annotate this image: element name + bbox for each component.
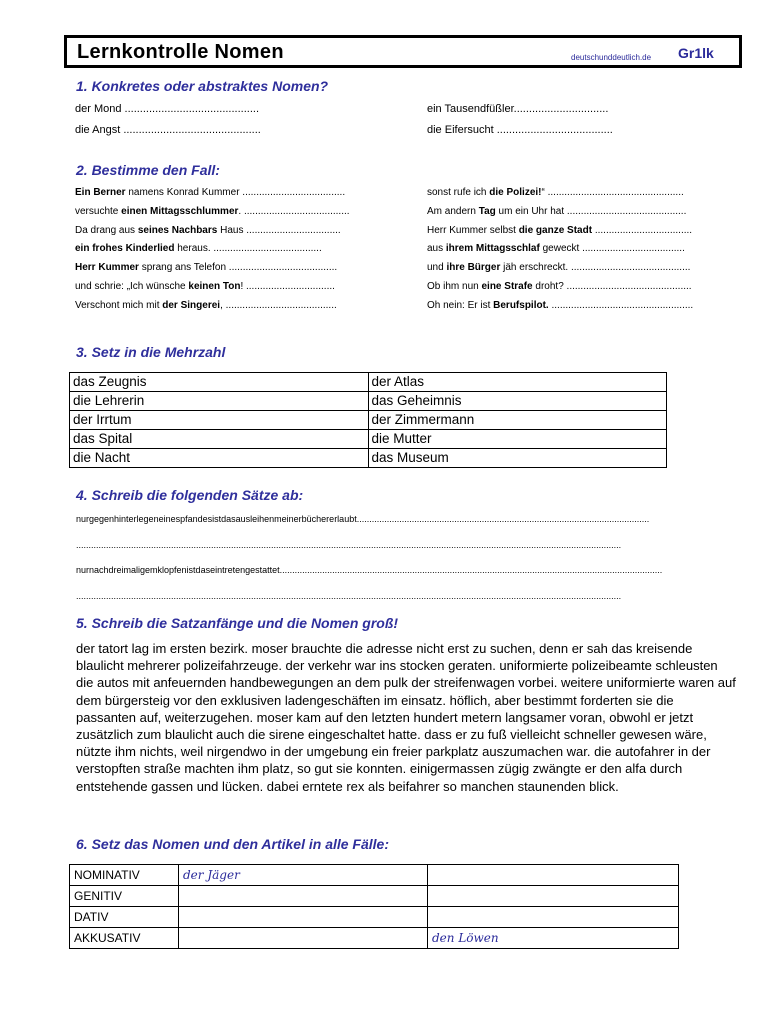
table-cell[interactable]: die Mutter — [368, 430, 667, 449]
section-2-heading: 2. Bestimme den Fall: — [76, 162, 220, 178]
s2-answer-dots[interactable]: , ........................................ — [220, 299, 337, 311]
table-cell[interactable]: der Zimmermann — [368, 411, 667, 430]
s2-noun-phrase: die ganze Stadt — [518, 224, 593, 236]
s1-item: die Eifersucht ...................................... — [427, 124, 613, 136]
s2-sentence-line — [75, 225, 341, 236]
s4-sentence-2: nurnachdreimaligemklopfenistdaseintretengestattet......................................................................................................................................................... — [76, 565, 663, 575]
section-1-heading: 1. Konkretes oder abstraktes Nomen? — [76, 78, 329, 94]
s2-answer-dots[interactable]: Haus .................................. — [217, 224, 341, 236]
case-label: AKKUSATIV — [70, 928, 179, 949]
case-cell[interactable] — [179, 928, 428, 949]
s2-answer-dots[interactable]: sprang ans Telefon ....................................... — [138, 262, 338, 274]
s2-sentence-line — [427, 300, 693, 311]
page-title: Lernkontrolle Nomen — [77, 41, 284, 63]
s2-sentence-line — [75, 187, 345, 198]
s2-sentence-line — [427, 243, 685, 254]
s2-sentence-line — [427, 281, 692, 292]
table-row — [70, 430, 667, 449]
s2-noun-phrase: seines Nachbars — [137, 224, 218, 236]
s2-noun-phrase: ihre Bürger — [446, 262, 501, 274]
s2-noun-phrase: Tag — [478, 205, 496, 217]
s2-noun-phrase: Berufspilot. — [493, 299, 549, 311]
s4-answer-line-2[interactable]: .......................................................................................................................................................................................................................... — [76, 591, 622, 601]
grade-label: Gr1lk — [678, 45, 714, 61]
s4-answer-line-1[interactable]: .......................................................................................................................................................................................................................... — [76, 540, 622, 550]
cases-table — [69, 864, 679, 949]
s2-answer-dots[interactable]: ! ................................ — [240, 281, 335, 292]
case-label: GENITIV — [70, 886, 179, 907]
table-cell[interactable]: die Lehrerin — [70, 392, 369, 411]
case-cell[interactable] — [179, 886, 428, 907]
s5-paragraph: der tatort lag im ersten bezirk. moser brauchte die adresse nicht erst zu suchen, denn er sah das kreisende blaulicht mehrerer polizeifahrzeuge. der verkehr war ins stocken geraten. uniformierte polizeibeamte schleusten die autos mit anfeuernden handbewegungen an dem pulk der streifenwagen vorbei. weitere uniformierte waren auf dem bürgersteig vor den exklusiven ladengeschäften im einsatz. höflich, aber bestimmt forderten sie die passanten auf, weiterzugehen. moser kam auf den letzten hundert metern langsamer voran, obwohl er jetzt zusätzlich zum blaulicht auch die sirene eingeschaltet hatte. dass er zu fuß vielleicht schneller gewesen wäre, nützte ihm nichts, weil nirgendwo in der umgebung ein freier parkplatz auszumachen war. die autofahrer in der verstopften straße machten ihm platz, so gut sie konnten. einigermassen zügig zwängte er den alfa durch entstehende gassen und lücken. dabei erntete rex als beifahrer so manchen staunenden blick. — [76, 641, 736, 794]
section-3-heading: 3. Setz in die Mehrzahl — [76, 344, 226, 360]
table-row — [70, 373, 667, 392]
case-cell[interactable]: der Jäger — [179, 865, 428, 886]
s2-noun-phrase: Herr Kummer — [75, 262, 139, 274]
table-row — [70, 449, 667, 468]
table-row — [70, 392, 667, 411]
table-cell[interactable]: die Nacht — [70, 449, 369, 468]
s2-text: Oh nein: Er ist — [427, 299, 494, 311]
s2-sentence-line — [427, 206, 686, 217]
table-cell[interactable]: der Atlas — [368, 373, 667, 392]
s2-answer-dots[interactable]: heraus. ....................................... — [174, 243, 322, 255]
s2-sentence-line — [75, 206, 350, 217]
table-row — [70, 928, 679, 949]
s2-answer-dots[interactable]: ................................... — [592, 224, 693, 236]
s2-sentence-line — [427, 225, 692, 236]
section-5-heading: 5. Schreib die Satzanfänge und die Nomen groß! — [76, 615, 399, 631]
s2-sentence-line — [427, 187, 684, 198]
case-cell[interactable]: den Löwen — [428, 928, 679, 949]
s2-text: Ob ihm nun — [427, 281, 482, 292]
s2-answer-dots[interactable]: namens Konrad Kummer ..................................... — [125, 187, 346, 198]
s2-text: aus — [427, 243, 446, 255]
table-row — [70, 907, 679, 928]
s2-noun-phrase: eine Strafe — [481, 281, 533, 292]
s2-noun-phrase: ihrem Mittagsschlaf — [445, 243, 540, 255]
table-cell[interactable]: der Irrtum — [70, 411, 369, 430]
table-cell[interactable]: das Spital — [70, 430, 369, 449]
table-cell[interactable]: das Geheimnis — [368, 392, 667, 411]
site-name: deutschunddeutlich.de — [571, 53, 652, 62]
table-row — [70, 865, 679, 886]
case-label: DATIV — [70, 907, 179, 928]
s2-sentence-line — [75, 300, 337, 311]
s2-answer-dots[interactable]: geweckt ..................................... — [539, 243, 685, 255]
s2-noun-phrase: ein frohes Kinderlied — [75, 243, 175, 255]
s2-noun-phrase: der Singerei — [162, 299, 221, 311]
case-cell[interactable] — [428, 865, 679, 886]
s2-text: Herr Kummer selbst — [427, 224, 519, 236]
s2-answer-dots[interactable]: . ...................................... — [238, 205, 350, 217]
s2-noun-phrase: keinen Ton — [188, 281, 241, 292]
s2-noun-phrase: einen Mittagsschlummer — [121, 205, 239, 217]
case-cell[interactable] — [179, 907, 428, 928]
s2-answer-dots[interactable]: “ ................................................. — [541, 187, 684, 198]
s2-text: und — [427, 262, 447, 274]
s1-item: der Mond ............................................ — [75, 103, 259, 115]
s2-answer-dots[interactable]: um ein Uhr hat ........................................... — [495, 205, 687, 217]
title-box — [64, 35, 742, 68]
s2-answer-dots[interactable]: jäh erschreckt. ........................................... — [500, 262, 691, 274]
s2-text: versuchte — [75, 205, 122, 217]
section-6-heading: 6. Setz das Nomen und den Artikel in alle Fälle: — [76, 836, 389, 852]
s2-answer-dots[interactable]: ................................................... — [548, 299, 694, 311]
s2-sentence-line — [75, 281, 335, 292]
case-cell[interactable] — [428, 907, 679, 928]
table-cell[interactable]: das Museum — [368, 449, 667, 468]
table-cell[interactable]: das Zeugnis — [70, 373, 369, 392]
case-label: NOMINATIV — [70, 865, 179, 886]
s2-text: Am andern — [427, 205, 479, 217]
section-4-heading: 4. Schreib die folgenden Sätze ab: — [76, 487, 304, 503]
s4-sentence-1: nurgegenhinterlegeneinespfandesistdasausleihenmeinerbüchererlaubt..................................................................................................................... — [76, 514, 650, 524]
s2-sentence-line — [75, 262, 337, 273]
s2-noun-phrase: Ein Berner — [75, 187, 126, 198]
s1-item: die Angst ............................................. — [75, 124, 261, 136]
s2-text: Verschont mich mit — [75, 299, 163, 311]
s2-sentence-line — [75, 243, 322, 254]
s2-sentence-line — [427, 262, 690, 273]
s1-item: ein Tausendfüßler............................... — [427, 103, 609, 115]
s2-text: sonst rufe ich — [427, 187, 490, 198]
table-row — [70, 886, 679, 907]
s2-noun-phrase: die Polizei! — [489, 187, 542, 198]
case-cell[interactable] — [428, 886, 679, 907]
table-row — [70, 411, 667, 430]
plural-table — [69, 372, 667, 468]
s2-text: Da drang aus — [75, 224, 138, 236]
s2-text: und schrie: „Ich wünsche — [75, 281, 189, 292]
s2-answer-dots[interactable]: droht? ............................................. — [532, 281, 692, 292]
